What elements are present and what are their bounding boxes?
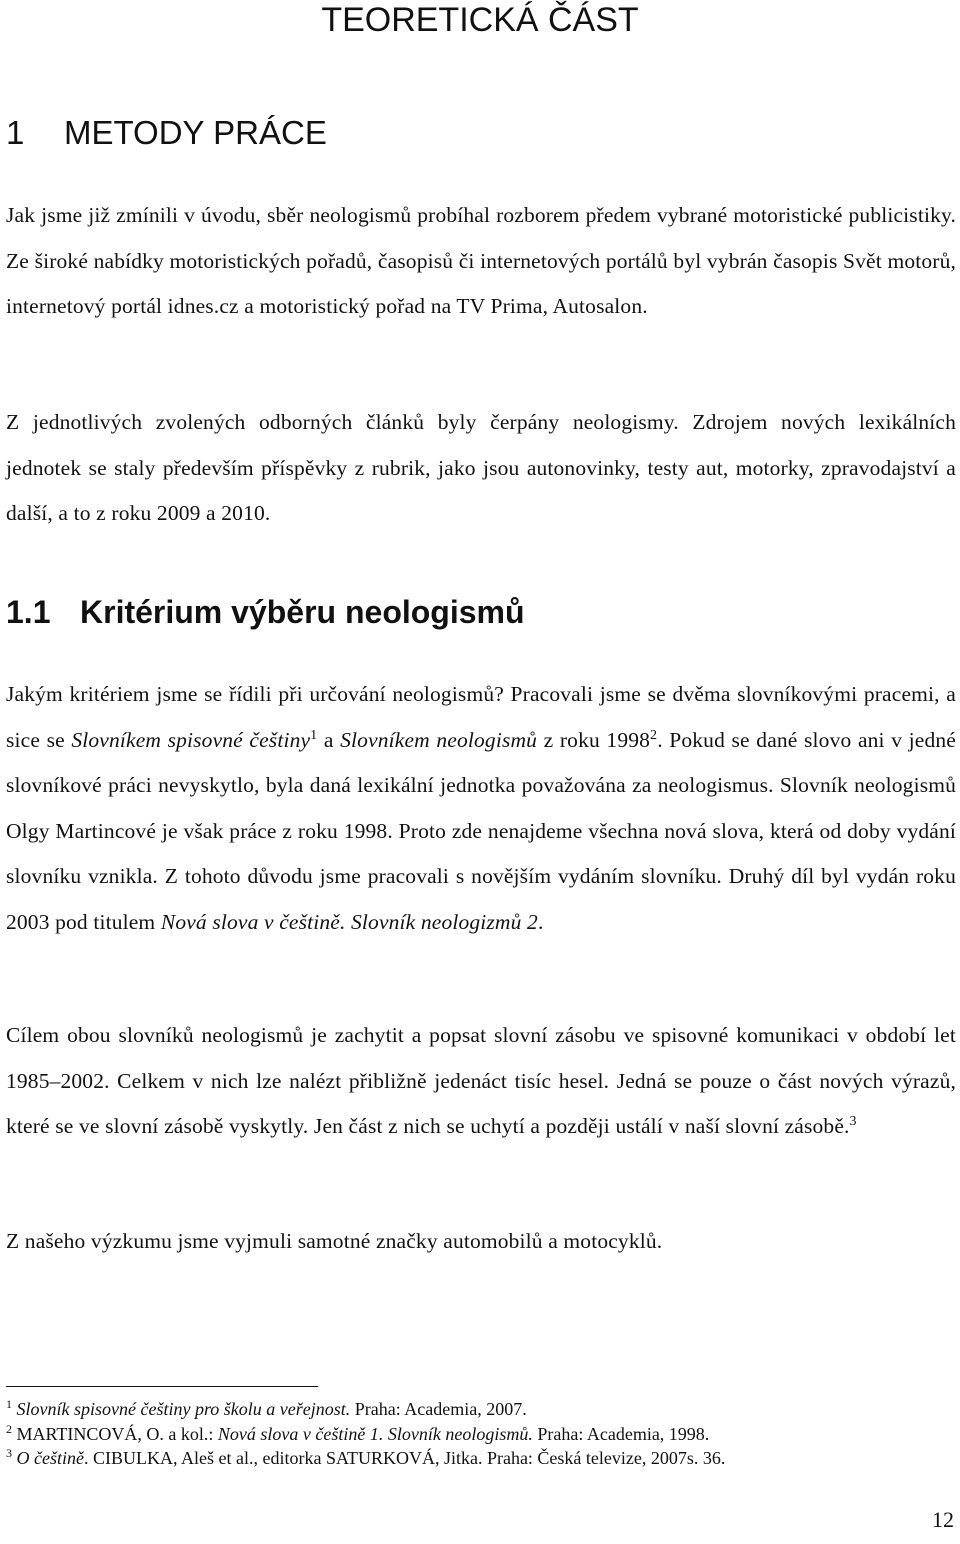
page-number: 12 bbox=[932, 1507, 954, 1532]
footnote-italic: O češtině bbox=[16, 1448, 84, 1468]
section-heading bbox=[6, 591, 525, 633]
section-number: 1.1 bbox=[6, 594, 51, 630]
text-run: Jakým kritériem jsme se řídili při určování neologismů? Pracovali jsme se dvěma slovníkovými pracemi, a sice se bbox=[6, 682, 956, 752]
footnote-divider bbox=[6, 1386, 318, 1387]
section-title: Kritérium výběru neologismů bbox=[80, 594, 525, 630]
footnote-text: . CIBULKA, Aleš et al., editorka SATURKOVÁ, Jitka. Praha: Česká televize, 2007s. 36. bbox=[83, 1448, 726, 1468]
chapter-title: METODY PRÁCE bbox=[64, 114, 327, 151]
paragraph-sources: Z jednotlivých zvolených odborných článků byly čerpány neologismy. Zdrojem nových lexikálních jednotek se staly především příspěvky z rubrik, jako jsou autonovinky, testy aut, motorky, zpravodajství a další, a to z roku 2009 a 2010. bbox=[6, 410, 956, 525]
footnote-text: MARTINCOVÁ, O. a kol.: bbox=[16, 1423, 218, 1444]
text-run: z roku 1998 bbox=[537, 727, 651, 752]
paragraph-goals bbox=[6, 1013, 956, 1150]
footnote-ref: 2 bbox=[650, 727, 658, 743]
italic-title: Nová slova v češtině. Slovník neologizmů 2 bbox=[160, 909, 538, 934]
footnote-ref: 3 bbox=[849, 1113, 857, 1129]
footnotes-list bbox=[6, 1397, 956, 1471]
paragraph-exclusion: Z našeho výzkumu jsme vyjmuli samotné značky automobilů a motocyklů. bbox=[6, 1229, 663, 1253]
footnote-item bbox=[6, 1397, 956, 1422]
footnote-text: Praha: Academia, 1998. bbox=[532, 1423, 710, 1444]
italic-title: Slovníkem neologismů bbox=[340, 727, 538, 752]
chapter-number: 1 bbox=[6, 114, 25, 151]
footnote-ref: 1 bbox=[310, 727, 318, 743]
footnote-number: 3 bbox=[6, 1446, 12, 1460]
text-run: . Pokud se dané slovo ani v jedné slovníkové práci nevyskytlo, byla daná lexikální jednotka považována za neologismus. Slovník neologismů Olgy Martincové je však práce z roku 1998. Proto zde nenajdeme všechna nová slova, která od doby vydání slovníku vznikla. Z tohoto důvodu jsme pracovali s novějším vydáním slovníku. Druhý díl byl vydán roku 2003 pod titulem bbox=[6, 727, 956, 934]
footnote-item bbox=[6, 1422, 956, 1447]
footnote-item bbox=[6, 1446, 956, 1471]
footnote-number: 1 bbox=[6, 1397, 12, 1411]
text-run: a bbox=[317, 727, 341, 752]
footnote-text: Praha: Academia, 2007. bbox=[350, 1399, 527, 1419]
paragraph-intro: Jak jsme již zmínili v úvodu, sběr neologismů probíhal rozborem předem vybrané motoristické publicistiky. Ze široké nabídky motoristických pořadů, časopisů či internetových portálů byl vybrán časopis Svět motorů, internetový portál idnes.cz a motoristický pořad na TV Prima, Autosalon. bbox=[6, 203, 956, 318]
chapter-heading bbox=[6, 112, 327, 154]
text-run: Cílem obou slovníků neologismů je zachytit a popsat slovní zásobu ve spisovné komunikaci v období let 1985–2002. Celkem v nich lze nalézt přibližně jedenáct tisíc hesel. Jedná se pouze o část nových výrazů, které se ve slovní zásobě vyskytly. Jen část z nich se uchytí a později ustálí v naší slovní zásobě. bbox=[6, 1023, 956, 1138]
footnote-number: 2 bbox=[6, 1421, 12, 1436]
footnote-italic: Nová slova v češtině 1. Slovník neologismů. bbox=[217, 1423, 533, 1444]
text-run: . bbox=[537, 909, 544, 934]
footnote-italic: Slovník spisovné češtiny pro školu a veřejnost. bbox=[16, 1399, 351, 1419]
italic-title: Slovníkem spisovné češtiny bbox=[71, 727, 311, 752]
paragraph-criteria bbox=[6, 672, 956, 945]
page-title: TEORETICKÁ ČÁST bbox=[321, 1, 639, 39]
